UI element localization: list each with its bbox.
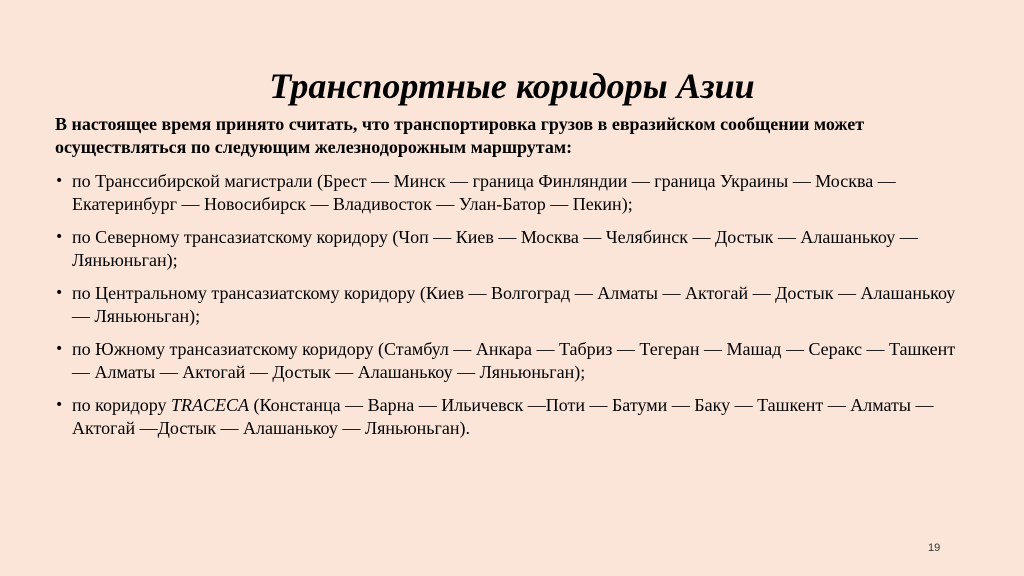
bullet-icon: • <box>55 341 64 357</box>
route-text-prefix: по коридору <box>72 395 172 415</box>
bullet-icon: • <box>55 285 64 301</box>
route-name-traceca: TRACECA <box>171 395 250 415</box>
route-item-central <box>55 282 975 328</box>
bullet-icon: • <box>55 173 64 189</box>
route-item-traceca <box>55 394 975 440</box>
bullet-icon: • <box>55 397 64 413</box>
route-list <box>55 170 975 450</box>
route-text: по Транссибирской магистрали (Брест — Минск — граница Финляндии — граница Украины — Москва — Екатеринбург — Новосибирск — Владивосток — Улан-Батор — Пекин); <box>72 171 896 214</box>
slide-title: Транспортные коридоры Азии <box>269 66 755 106</box>
route-text: по Центральному трансазиатскому коридору (Киев — Волгоград — Алматы — Актогай — Достык — Алашанькоу — Ляньюньган); <box>72 283 956 326</box>
route-item-transsib <box>55 170 975 216</box>
route-item-northern <box>55 226 975 272</box>
route-text: по Северному трансазиатскому коридору (Чоп — Киев — Москва — Челябинск — Достык — Алашанькоу — Ляньюньган); <box>72 227 918 270</box>
bullet-icon: • <box>55 229 64 245</box>
page-number: 19 <box>928 542 941 554</box>
route-text-suffix: (Констанца — Варна — Ильичевск —Поти — Батуми — Баку — Ташкент — Алматы — Актогай —Достык — Алашанькоу — Ляньюньган). <box>72 395 934 438</box>
intro-paragraph: В настоящее время принято считать, что транспортировка грузов в евразийском сообщении может осуществляться по следующим железнодорожным маршрутам: <box>55 114 865 157</box>
route-item-southern <box>55 338 975 384</box>
route-text: по Южному трансазиатскому коридору (Стамбул — Анкара — Табриз — Тегеран — Машад — Серакс — Ташкент — Алматы — Актогай — Достык — Алашанькоу — Ляньюньган); <box>72 339 956 382</box>
